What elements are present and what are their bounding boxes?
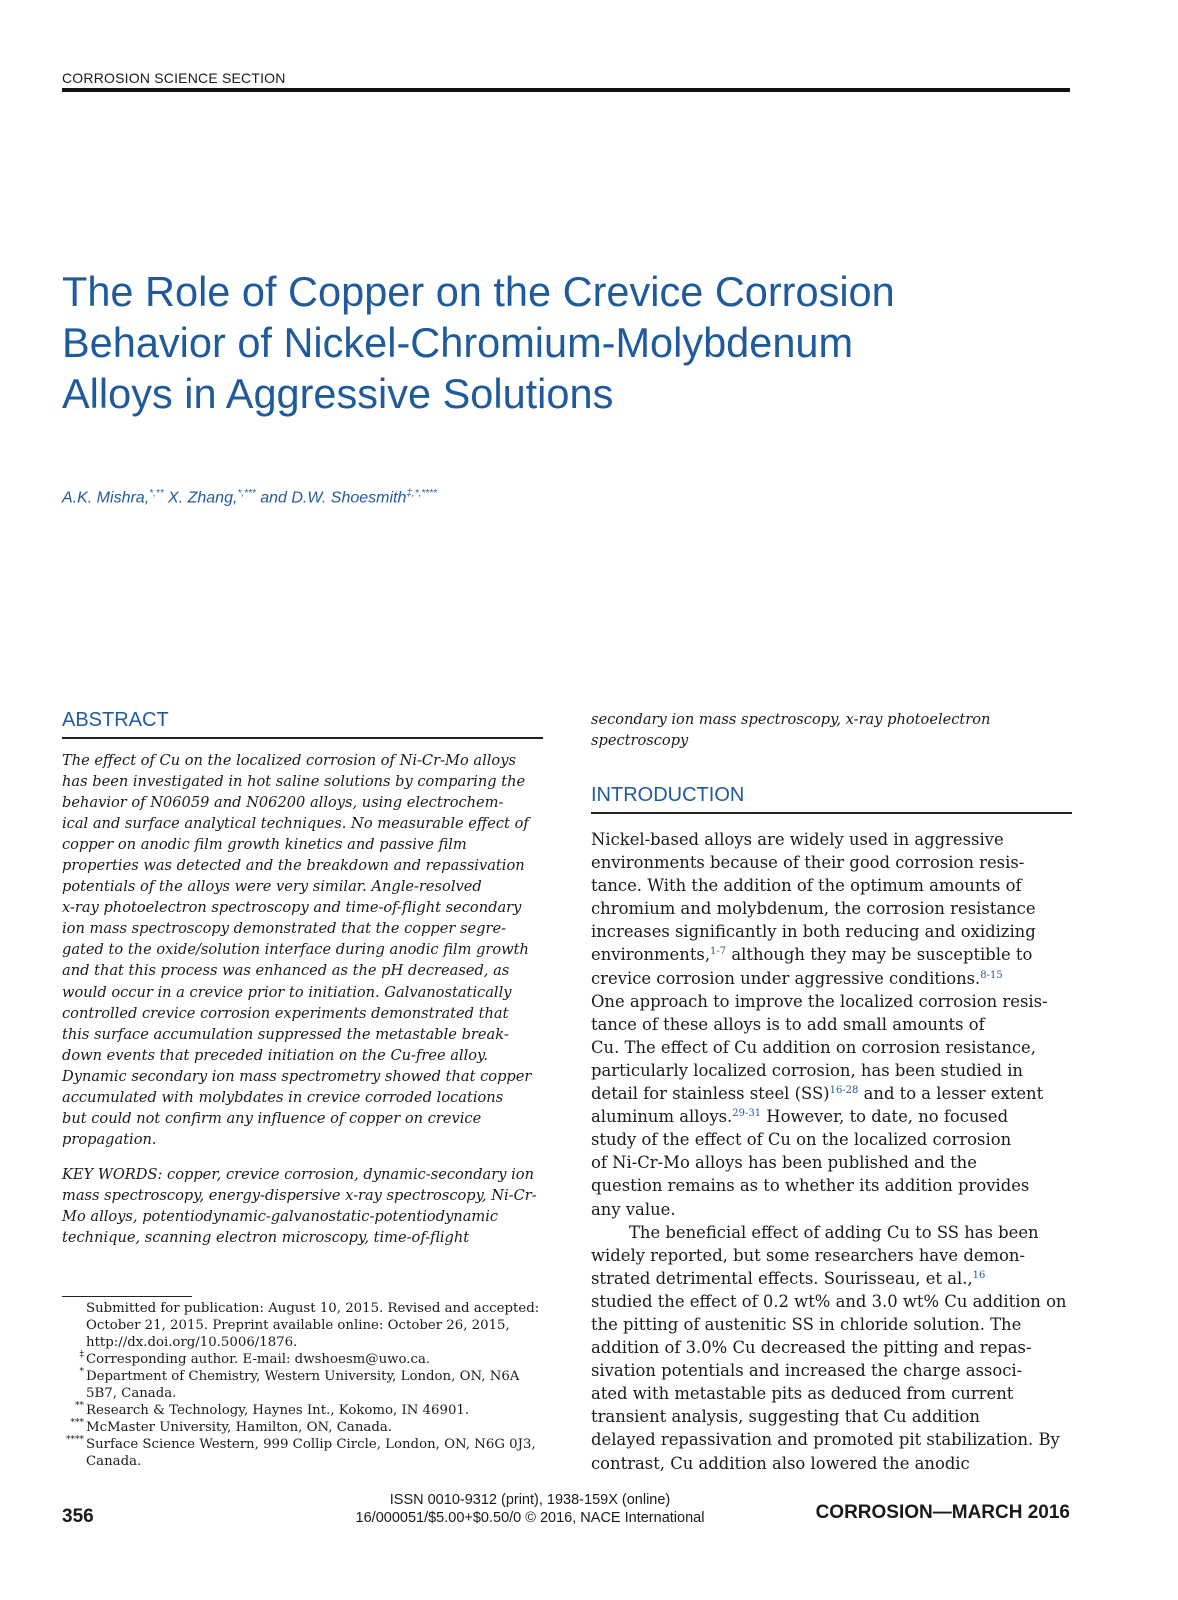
introduction-line — [591, 943, 1075, 966]
abstract-line: but could not confirm any influence of copper on crevice — [62, 1109, 482, 1127]
line-text: sivation potentials and increased the charge associ- — [591, 1361, 1023, 1381]
keywords-line: mass spectroscopy, energy-dispersive x-ray spectroscopy, Ni-Cr- — [62, 1187, 537, 1205]
line-text: One approach to improve the localized corrosion resis- — [591, 991, 1048, 1011]
footnote-line — [62, 1385, 552, 1402]
footnote-text: Department of Chemistry, Western University, London, ON, N6A — [86, 1369, 520, 1384]
introduction-line — [591, 920, 1075, 943]
footnote-text: Surface Science Western, 999 Collip Circle, London, ON, N6G 0J3, — [86, 1437, 536, 1452]
abstract-rule — [62, 737, 543, 739]
footnote-text: Corresponding author. E-mail: dwshoesm@uwo.ca. — [86, 1352, 431, 1367]
title-line: Behavior of Nickel-Chromium-Molybdenum — [62, 319, 854, 366]
footnote-submitted-line: October 21, 2015. Preprint available online: October 26, 2015, — [86, 1318, 510, 1333]
abstract-line: would occur in a crevice prior to initiation. Galvanostatically — [62, 983, 512, 1001]
introduction-line — [591, 1313, 1075, 1336]
citation-ref[interactable]: 16-28 — [829, 1085, 859, 1097]
line-text: study of the effect of Cu on the localized corrosion — [591, 1130, 1012, 1150]
introduction-line — [591, 828, 1075, 851]
abstract-line: gated to the oxide/solution interface during anodic film growth — [62, 941, 529, 959]
keywords-line: Mo alloys, potentiodynamic-galvanostatic-potentiodynamic — [62, 1208, 499, 1226]
introduction-line — [591, 1382, 1075, 1405]
abstract-line: this surface accumulation suppressed the metastable break- — [62, 1025, 509, 1043]
line-text: crevice corrosion under aggressive conditions. — [591, 968, 981, 988]
footnote-submitted-line: Submitted for publication: August 10, 2015. Revised and accepted: — [86, 1301, 540, 1316]
keywords-line: spectroscopy — [591, 732, 689, 750]
journal-issue: CORROSION—MARCH 2016 — [815, 1502, 1070, 1523]
introduction-line — [591, 874, 1075, 897]
line-text: chromium and molybdenum, the corrosion resistance — [591, 899, 1036, 919]
introduction-line — [591, 1244, 1075, 1267]
line-text: although they may be susceptible to — [726, 945, 1033, 965]
introduction-line — [591, 1105, 1075, 1128]
keywords-line: KEY WORDS: copper, crevice corrosion, dynamic-secondary ion — [62, 1166, 534, 1183]
abstract-line: ion mass spectroscopy demonstrated that the copper segre- — [62, 920, 507, 938]
introduction-line — [591, 967, 1075, 990]
footnote-text: Canada. — [86, 1454, 142, 1469]
footnote-mark: *** — [70, 1418, 84, 1428]
abstract-line: propagation. — [62, 1130, 157, 1148]
abstract-line: behavior of N06059 and N06200 alloys, using electrochem- — [62, 794, 504, 812]
footnote-line — [62, 1368, 552, 1385]
introduction-line — [591, 1013, 1075, 1036]
line-text: and to a lesser extent — [858, 1084, 1044, 1104]
line-text: particularly localized corrosion, has been studied in — [591, 1060, 1023, 1080]
issn-line: ISSN 0010-9312 (print), 1938-159X (online) — [389, 1492, 671, 1508]
footnote-text: McMaster University, Hamilton, ON, Canada. — [86, 1420, 393, 1435]
abstract-line: copper on anodic film growth kinetics and passive film — [62, 836, 467, 854]
footnote-line — [62, 1453, 552, 1470]
keywords-block — [62, 1164, 546, 1248]
line-text: widely reported, but some researchers have demon- — [591, 1245, 1026, 1265]
abstract-line: Dynamic secondary ion mass spectrometry showed that copper — [62, 1067, 532, 1085]
header-rule — [62, 88, 1070, 92]
line-text: Nickel-based alloys are widely used in aggressive — [591, 830, 1004, 849]
introduction-line — [591, 1290, 1075, 1313]
abstract-line: ical and surface analytical techniques. No measurable effect of — [62, 815, 529, 833]
introduction-line — [591, 1151, 1075, 1174]
line-text: environments, — [591, 945, 711, 965]
introduction-line — [591, 1036, 1075, 1059]
footnote-mark: * — [79, 1367, 84, 1377]
line-text: delayed repassivation and promoted pit stabilization. By — [591, 1430, 1060, 1450]
affiliation-marks: *,*** — [237, 488, 256, 499]
footnotes — [62, 1300, 552, 1470]
affiliation-marks: ‡,*,**** — [406, 488, 437, 499]
abstract-line: and that this process was enhanced as the pH decreased, as — [62, 962, 510, 980]
footnote-line — [62, 1402, 552, 1419]
introduction-line — [591, 851, 1075, 874]
introduction-heading: INTRODUCTION — [591, 784, 745, 806]
footnote-line — [62, 1436, 552, 1453]
introduction-line — [591, 1428, 1075, 1451]
line-text: transient analysis, suggesting that Cu addition — [591, 1407, 980, 1427]
footnote-line — [62, 1351, 552, 1368]
line-text: strated detrimental effects. Sourisseau, et al., — [591, 1268, 973, 1288]
keywords-line: secondary ion mass spectroscopy, x-ray photoelectron — [591, 711, 991, 728]
line-text: Cu. The effect of Cu addition on corrosion resistance, — [591, 1037, 1036, 1057]
footnote-mark: ‡ — [79, 1350, 84, 1360]
abstract-line: x-ray photoelectron spectroscopy and time-of-flight secondary — [62, 899, 522, 917]
affiliation-marks: *,** — [149, 488, 164, 499]
abstract-text — [62, 750, 546, 1150]
line-text: However, to date, no focused — [761, 1107, 1009, 1127]
abstract-line: properties was detected and the breakdown and repassivation — [62, 857, 525, 875]
author-name: A.K. Mishra, — [62, 489, 150, 507]
introduction-line — [591, 1452, 1075, 1475]
line-text: studied the effect of 0.2 wt% and 3.0 wt% Cu addition on — [591, 1291, 1067, 1311]
abstract-line: The effect of Cu on the localized corrosion of Ni-Cr-Mo alloys — [62, 752, 516, 769]
citation-ref[interactable]: 29-31 — [732, 1108, 762, 1120]
title-line: Alloys in Aggressive Solutions — [62, 370, 614, 417]
article-title — [62, 266, 1002, 419]
footnote-submitted-line: http://dx.doi.org/10.5006/1876. — [86, 1335, 298, 1350]
introduction-line — [591, 1059, 1075, 1082]
abstract-line: has been investigated in hot saline solutions by comparing the — [62, 773, 526, 791]
author-name: and D.W. Shoesmith — [255, 489, 407, 507]
keywords-continued — [591, 709, 1071, 751]
issn-block — [300, 1491, 760, 1527]
author-list — [62, 488, 437, 507]
running-head: CORROSION SCIENCE SECTION — [62, 70, 286, 86]
footnote-mark: ** — [75, 1401, 84, 1411]
line-text: increases significantly in both reducing and oxidizing — [591, 922, 1036, 942]
introduction-line — [591, 1082, 1075, 1105]
author-name: X. Zhang, — [163, 489, 238, 507]
footnote-text: Research & Technology, Haynes Int., Kokomo, IN 46901. — [86, 1403, 470, 1418]
introduction-line — [591, 1336, 1075, 1359]
line-text: tance. With the addition of the optimum amounts of — [591, 876, 1022, 896]
line-text: The beneficial effect of adding Cu to SS has been — [629, 1222, 1039, 1242]
citation-ref[interactable]: 8-15 — [980, 969, 1003, 981]
keywords-line: technique, scanning electron microscopy, time-of-flight — [62, 1229, 470, 1247]
abstract-line: accumulated with molybdates in crevice corroded locations — [62, 1088, 504, 1106]
introduction-line — [591, 1359, 1075, 1382]
introduction-line — [591, 990, 1075, 1013]
line-text: ated with metastable pits as deduced from current — [591, 1384, 1014, 1404]
footnote-line — [62, 1419, 552, 1436]
abstract-line: controlled crevice corrosion experiments demonstrated that — [62, 1004, 509, 1022]
line-text: of Ni-Cr-Mo alloys has been published and the — [591, 1153, 977, 1173]
footnote-text: 5B7, Canada. — [86, 1386, 177, 1401]
introduction-line — [591, 897, 1075, 920]
abstract-line: down events that preceded initiation on the Cu-free alloy. — [62, 1046, 488, 1064]
abstract-line: potentials of the alloys were very similar. Angle-resolved — [62, 878, 482, 896]
line-text: aluminum alloys. — [591, 1107, 733, 1127]
title-line: The Role of Copper on the Crevice Corrosion — [62, 268, 895, 315]
introduction-line — [591, 1267, 1075, 1290]
citation-ref[interactable]: 1-7 — [710, 946, 727, 958]
page-number: 356 — [62, 1506, 94, 1527]
footnote-rule — [62, 1296, 192, 1297]
introduction-line — [591, 1198, 1075, 1221]
citation-ref[interactable]: 16 — [972, 1269, 986, 1281]
introduction-line — [591, 1221, 1075, 1244]
introduction-line — [591, 1128, 1075, 1151]
introduction-line — [591, 1174, 1075, 1197]
introduction-line — [591, 1405, 1075, 1428]
footnote-mark: **** — [66, 1435, 84, 1445]
introduction-text — [591, 828, 1075, 1475]
line-text: the pitting of austenitic SS in chloride solution. The — [591, 1314, 1022, 1334]
line-text: environments because of their good corrosion resis- — [591, 853, 1025, 873]
copyright-line: 16/000051/$5.00+$0.50/0 © 2016, NACE International — [355, 1510, 705, 1526]
line-text: addition of 3.0% Cu decreased the pitting and repas- — [591, 1338, 1032, 1358]
introduction-rule — [591, 812, 1072, 814]
line-text: detail for stainless steel (SS) — [591, 1084, 830, 1104]
line-text: any value. — [591, 1199, 676, 1219]
line-text: question remains as to whether its addition provides — [591, 1176, 1030, 1196]
line-text: tance of these alloys is to add small amounts of — [591, 1014, 985, 1034]
line-text: contrast, Cu addition also lowered the anodic — [591, 1453, 970, 1473]
abstract-heading: ABSTRACT — [62, 709, 169, 731]
